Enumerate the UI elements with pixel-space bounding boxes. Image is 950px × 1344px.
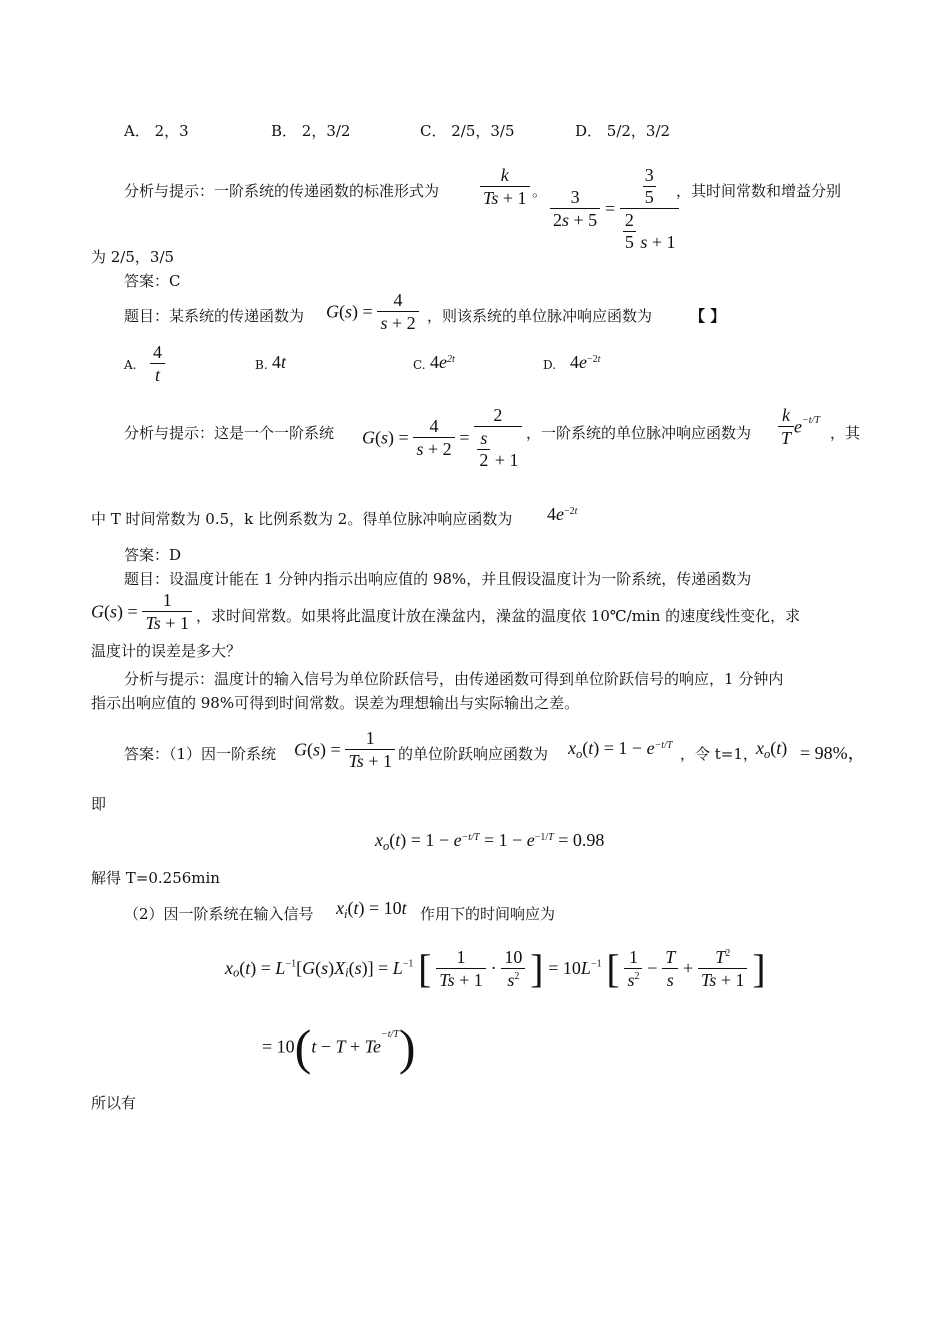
suoyi-label: 所以有: [91, 1094, 137, 1112]
analysis-2-text-3: ，其: [830, 424, 861, 442]
formula-laplace: $x_o(t) = L^{-1}[G(s)X_i(s)] = L^{-1}$ [ $\frac{1}{Ts + 1}$ · $\frac{10}{s^2}$ ] = $10L^{-1}$ [ $\frac{1}{s^2}$ − $\frac{T}{s}$ + $\frac{T^2}{Ts + 1}$ ]: [225, 946, 766, 991]
analysis-3-hint1: 分析与提示：温度计的输入信号为单位阶跃信号，由传递函数可得到单位阶跃信号的响应，1 分钟内: [124, 670, 784, 688]
formula-g-thermo: G(s) = $\frac{1}{Ts + 1}$: [294, 728, 395, 772]
analysis-2-text-4: 中 T 时间常数为 0.5，k 比例系数为 2。得单位脉冲响应函数为: [91, 510, 513, 528]
formula-first-order: G(s) = $\frac{4}{s + 2}$ = 2 $\frac{s}{2} + 1$: [362, 405, 522, 471]
option-b-formula: 4t: [272, 352, 287, 372]
formula-result: $4e^{-2t}$: [547, 504, 578, 524]
answer-2: 答案：D: [124, 546, 182, 564]
question-3-line1: 题目：设温度计能在 1 分钟内指示出响应值的 98%，并且假设温度计为一阶系统，传递函数为: [124, 570, 752, 588]
option-a-label: A.: [124, 358, 137, 372]
formula-input: $x_i(t) = 10t$: [336, 898, 407, 921]
formula-given: $\frac{3}{2s + 5}$ = 3 5 $\frac{2}{5}$ s + 1: [550, 165, 679, 253]
answer-3-part2: 的单位阶跃响应函数为: [398, 745, 549, 763]
analysis-3-hint2: 指示出响应值的 98%可得到时间常数。误差为理想输出与实际输出之差。: [91, 694, 580, 712]
option-c-label: C.: [413, 358, 426, 372]
formula-standard: $\frac{k}{Ts + 1}$: [480, 165, 530, 209]
option-a-formula: $\frac{4}{t}$: [150, 342, 165, 386]
formula-xo: $x_o(t)$: [756, 738, 788, 761]
option-d-label: D.: [543, 358, 557, 372]
formula-time-response: = $10(t - T + Te^{-t/T})$: [262, 1019, 416, 1075]
option-a: A． 2，3: [124, 122, 189, 140]
answer-3-part3: ，令 t=1，: [680, 745, 758, 763]
answer-bracket: 【 】: [690, 307, 726, 325]
option-d-formula: $4e^{-2t}$: [570, 352, 601, 372]
option-c-formula: $4e^{2t}$: [430, 352, 455, 372]
question-3-line3: 温度计的误差是多大？: [91, 642, 242, 660]
formula-step-response: $x_o(t) = 1 - e^{-t/T}$: [568, 738, 673, 761]
answer-3-part4: = 98%，: [800, 743, 866, 763]
option-b: B． 2，3/2: [271, 122, 351, 140]
formula-impulse: $\frac{k}{T}$ $e^{-t/T}$: [778, 405, 820, 449]
question-2-text-2: ，则该系统的单位脉冲响应函数为: [427, 307, 653, 325]
option-c: C． 2/5，3/5: [420, 122, 515, 140]
formula-thermometer: G(s) = $\frac{1}{Ts + 1}$: [91, 590, 192, 634]
formula-solve: $x_o(t) = 1 - e^{-t/T} = 1 - e^{-1/T} = 0.98$: [375, 830, 605, 853]
ji-label: 即: [91, 795, 107, 813]
analysis-text-2: ，其时间常数和增益分别: [676, 182, 842, 200]
analysis-text-3: 为 2/5，3/5: [91, 248, 175, 266]
option-d: D． 5/2，3/2: [575, 122, 671, 140]
formula-g: G(s) = $\frac{4}{s + 2}$: [326, 290, 419, 334]
part2-text: （2）因一阶系统在输入信号: [124, 905, 314, 923]
analysis-text: 分析与提示：一阶系统的传递函数的标准形式为: [124, 182, 440, 200]
answer-1: 答案：C: [124, 272, 181, 290]
question-3-line2: ，求时间常数。如果将此温度计放在澡盆内，澡盆的温度依 10℃/min 的速度线性变化，求: [196, 607, 801, 625]
solve-result: 解得 T=0.256min: [91, 869, 220, 887]
analysis-2-text: 分析与提示：这是一个一阶系统: [124, 424, 335, 442]
question-2-text: 题目：某系统的传递函数为: [124, 307, 305, 325]
answer-3-part1: 答案：（1）因一阶系统: [124, 745, 277, 763]
part2-text-b: 作用下的时间响应为: [420, 905, 556, 923]
analysis-2-text-2: ，一阶系统的单位脉冲响应函数为: [526, 424, 752, 442]
period: 。: [532, 182, 548, 200]
option-b-label: B.: [255, 358, 268, 372]
